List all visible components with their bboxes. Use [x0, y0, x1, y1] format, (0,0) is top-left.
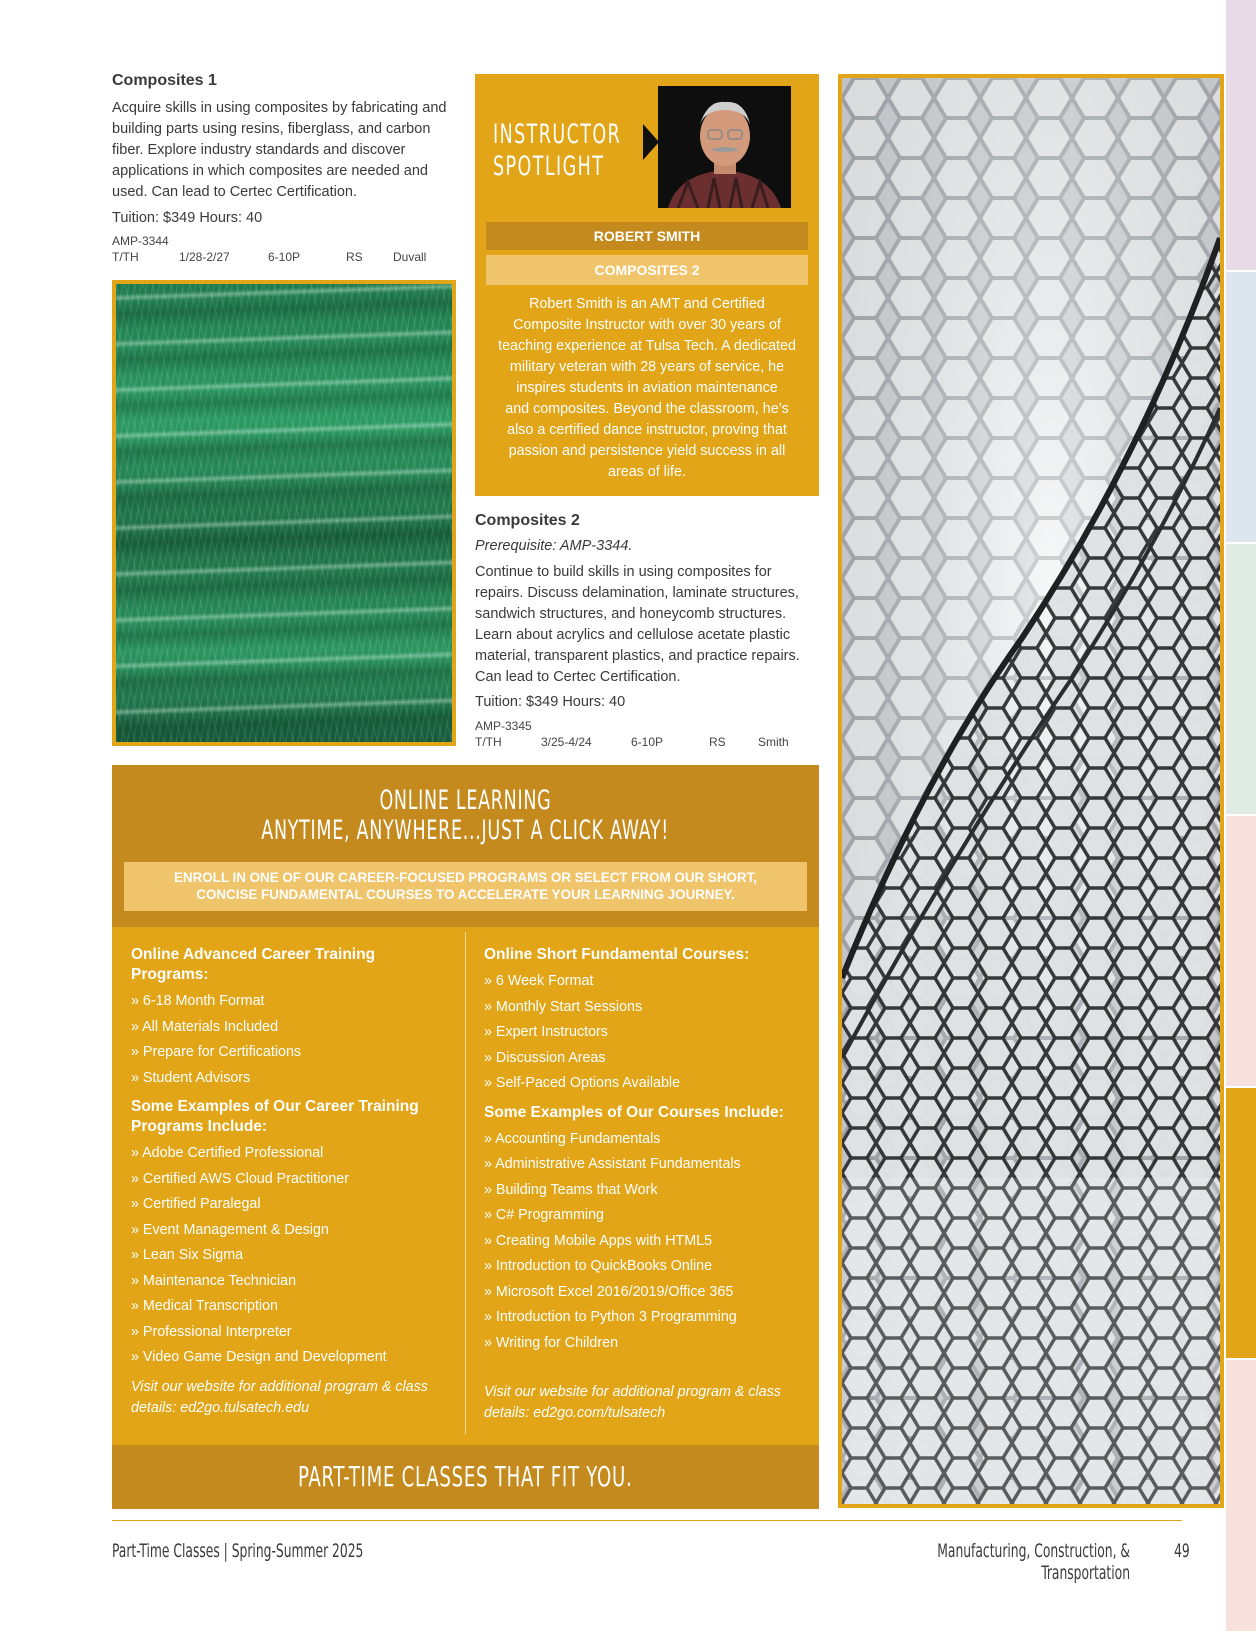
- note-line: Visit our website for additional program & class: [484, 1384, 781, 1400]
- list-item: » Discussion Areas: [484, 1049, 606, 1066]
- heading-line: Programs Include:: [131, 1118, 268, 1135]
- desc-line: Acquire skills in using composites by fabricating and: [112, 100, 447, 116]
- section-tab-1: [1226, 0, 1256, 270]
- footer-text: 49: [1174, 1540, 1190, 1562]
- heading-line: Online Advanced Career Training: [131, 946, 376, 963]
- note-line: Visit our website for additional program & class: [131, 1378, 428, 1395]
- sched-days: T/TH: [112, 250, 139, 264]
- heading-line: INSTRUCTOR: [493, 119, 622, 150]
- list-item: » 6 Week Format: [484, 973, 594, 989]
- footer-publication: [112, 1540, 461, 1562]
- pointer-arrow-icon: [643, 124, 659, 160]
- column-divider: [465, 932, 466, 1434]
- note-line: details: ed2go.com/tulsatech: [484, 1405, 666, 1421]
- section-tab-2: [1226, 272, 1256, 542]
- bio-line: military veteran with 28 years of service, he: [509, 359, 785, 375]
- note-line: details: ed2go.tulsatech.edu: [131, 1399, 310, 1416]
- online-header: [112, 765, 819, 927]
- band-line: CONCISE FUNDAMENTAL COURSES TO ACCELERATE YOUR LEARNING JOURNEY.: [196, 887, 735, 902]
- footer-rule: [112, 1520, 1182, 1521]
- online-title-line1: [112, 785, 819, 816]
- instructor-bio: [493, 294, 801, 483]
- section-tab-3: [1226, 544, 1256, 814]
- list-item: » Video Game Design and Development: [131, 1349, 387, 1365]
- list-item: » Maintenance Technician: [131, 1272, 297, 1289]
- course1-description: [112, 98, 472, 203]
- list-item: » Adobe Certified Professional: [131, 1145, 324, 1161]
- sched-time: 6-10P: [631, 735, 664, 749]
- band-line: ENROLL IN ONE OF OUR CAREER-FOCUSED PROGRAMS OR SELECT FROM OUR SHORT,: [173, 870, 757, 885]
- sched-dates: 3/25-4/24: [541, 735, 592, 749]
- list-item: » Administrative Assistant Fundamentals: [484, 1156, 741, 1172]
- course1-schedule: [112, 250, 426, 264]
- left-website-note: [131, 1377, 456, 1419]
- instructor-photo: [658, 86, 791, 208]
- online-left-column: [131, 945, 456, 1419]
- heading-line: Programs:: [131, 966, 209, 983]
- page-number: [1150, 1540, 1190, 1562]
- desc-line: Can lead to Certec Certification.: [475, 669, 681, 685]
- list-item: » Event Management & Design: [131, 1221, 329, 1238]
- desc-line: applications in which composites are needed and: [112, 163, 428, 179]
- sched-instructor: Smith: [758, 735, 789, 749]
- list-item: » Writing for Children: [484, 1334, 619, 1351]
- course2-description: [475, 562, 820, 688]
- list-item: » Introduction to QuickBooks Online: [484, 1258, 713, 1274]
- right-website-note: [484, 1382, 814, 1424]
- course1-title: Composites 1: [112, 72, 217, 89]
- list-item: » Accounting Fundamentals: [484, 1130, 661, 1147]
- course2-title: Composites 2: [475, 512, 580, 529]
- bio-line: passion and persistence yield success in all: [508, 443, 786, 459]
- list-item: » Lean Six Sigma: [131, 1247, 244, 1263]
- online-enroll-band: [124, 862, 807, 911]
- list-item: » Microsoft Excel 2016/2019/Office 365: [484, 1283, 734, 1300]
- sched-time: 6-10P: [268, 250, 301, 264]
- bio-line: also a certified dance instructor, proving that: [507, 422, 787, 438]
- banner-text: PART-TIME CLASSES THAT FIT YOU.: [298, 1460, 633, 1493]
- online-title-line2: [112, 815, 819, 846]
- sched-days: T/TH: [475, 735, 502, 749]
- list-item: » Certified AWS Cloud Practitioner: [131, 1170, 349, 1187]
- list-item: » Medical Transcription: [131, 1298, 279, 1314]
- spotlight-heading: [493, 119, 621, 183]
- section-tab-6: [1226, 1360, 1256, 1631]
- section-tab-4: [1226, 816, 1256, 1086]
- list-item: » Monthly Start Sessions: [484, 998, 643, 1015]
- title-text: ONLINE LEARNING: [379, 785, 552, 816]
- desc-line: material, transparent plastics, and practice repairs.: [475, 648, 800, 664]
- desc-line: repairs. Discuss delamination, laminate structures,: [475, 585, 799, 601]
- heading-line: Some Examples of Our Career Training: [131, 1098, 419, 1115]
- course2-tuition: Tuition: $349 Hours: 40: [475, 694, 626, 710]
- footer-text: Part-Time Classes | Spring-Summer 2025: [112, 1540, 364, 1562]
- desc-line: Continue to build skills in using composites for: [475, 564, 772, 580]
- desc-line: fiber. Explore industry standards and discover: [112, 142, 406, 158]
- instructor-name: ROBERT SMITH: [486, 222, 808, 250]
- instructor-course: COMPOSITES 2: [486, 255, 808, 285]
- course2-code: AMP-3345: [475, 719, 532, 733]
- right-heading1: Online Short Fundamental Courses:: [484, 946, 750, 963]
- list-item: » 6-18 Month Format: [131, 993, 265, 1009]
- left-heading1: [131, 945, 456, 985]
- bio-line: Robert Smith is an AMT and Certified: [529, 296, 765, 312]
- list-item: » Creating Mobile Apps with HTML5: [484, 1232, 713, 1249]
- instructor-spotlight: [475, 74, 819, 496]
- part-time-banner: [112, 1445, 819, 1509]
- list-item: » All Materials Included: [131, 1018, 279, 1035]
- desc-line: Learn about acrylics and cellulose acetate plastic: [475, 627, 791, 643]
- right-heading2: Some Examples of Our Courses Include:: [484, 1103, 784, 1121]
- list-item: » C# Programming: [484, 1207, 604, 1223]
- list-item: » Student Advisors: [131, 1069, 251, 1086]
- list-item: » Prepare for Certifications: [131, 1044, 302, 1060]
- course2-schedule: [475, 735, 789, 749]
- course2-prerequisite: Prerequisite: AMP-3344.: [475, 538, 633, 554]
- course1-code: AMP-3344: [112, 234, 169, 248]
- online-learning-box: [112, 765, 819, 1509]
- desc-line: building parts using resins, fiberglass, and carbon: [112, 121, 431, 137]
- bio-line: and composites. Beyond the classroom, he’s: [505, 401, 789, 417]
- list-item: » Building Teams that Work: [484, 1181, 658, 1198]
- heading-line: SPOTLIGHT: [493, 151, 605, 182]
- sched-dates: 1/28-2/27: [179, 250, 230, 264]
- fiberglass-photo: [112, 280, 456, 746]
- footer-section: [800, 1540, 1130, 1584]
- title-text: ANYTIME, ANYWHERE...JUST A CLICK AWAY!: [261, 815, 670, 846]
- bio-line: Composite Instructor with over 30 years of: [513, 317, 781, 333]
- footer-text: Manufacturing, Construction, & Transportation: [937, 1540, 1130, 1584]
- list-item: » Expert Instructors: [484, 1024, 608, 1040]
- bio-line: teaching experience at Tulsa Tech. A dedicated: [498, 338, 796, 354]
- sched-location: RS: [709, 735, 726, 749]
- online-right-column: [484, 945, 814, 1424]
- section-tab-active: [1226, 1088, 1256, 1358]
- list-item: » Self-Paced Options Available: [484, 1075, 681, 1091]
- sched-instructor: Duvall: [393, 250, 427, 264]
- honeycomb-net-photo: [838, 74, 1224, 1508]
- bio-line: inspires students in aviation maintenance: [516, 380, 778, 396]
- desc-line: sandwich structures, and honeycomb structures.: [475, 606, 787, 622]
- list-item: » Certified Paralegal: [131, 1196, 261, 1212]
- list-item: » Professional Interpreter: [131, 1323, 292, 1340]
- list-item: » Introduction to Python 3 Programming: [484, 1309, 737, 1325]
- desc-line: used. Can lead to Certec Certification.: [112, 184, 358, 200]
- left-heading2: [131, 1097, 456, 1137]
- course1-tuition: Tuition: $349 Hours: 40: [112, 210, 263, 226]
- bio-line: areas of life.: [608, 464, 686, 480]
- sched-location: RS: [346, 250, 363, 264]
